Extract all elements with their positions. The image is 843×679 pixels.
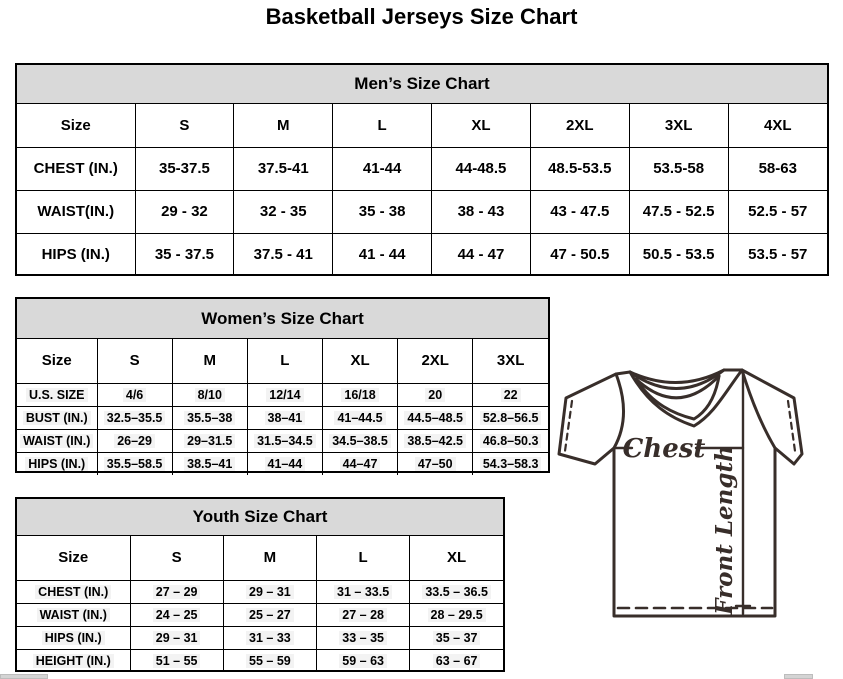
data-cell — [432, 233, 531, 276]
data-cell-value: 44–47 — [340, 457, 381, 471]
data-cell — [333, 233, 432, 276]
data-cell — [234, 190, 333, 233]
size-header-cell: L — [247, 339, 322, 383]
data-cell — [130, 603, 223, 626]
data-cell — [410, 626, 503, 649]
data-cell — [223, 603, 316, 626]
data-cell — [473, 452, 548, 475]
row-label-text: CHEST (IN.) — [33, 160, 118, 177]
data-cell — [247, 383, 322, 406]
data-cell-value: 53.5-58 — [653, 160, 705, 177]
data-cell — [97, 406, 172, 429]
data-cell — [398, 452, 473, 475]
front-length-label: Front Length — [711, 445, 738, 615]
data-cell — [322, 429, 397, 452]
data-cell — [97, 452, 172, 475]
data-cell-value: 38.5–41 — [184, 457, 235, 471]
data-cell-value: 44 - 47 — [457, 246, 505, 264]
data-cell — [629, 147, 728, 190]
data-cell — [135, 190, 234, 233]
data-cell-value: 35.5–38 — [184, 411, 235, 425]
data-cell — [172, 429, 247, 452]
mens_chart-row-hips-in — [17, 233, 827, 276]
mens-size-chart — [15, 63, 829, 276]
data-cell-value: 47.5 - 52.5 — [642, 203, 715, 220]
data-cell-value: 16/18 — [341, 388, 378, 402]
data-cell-value: 28 – 29.5 — [428, 608, 486, 622]
data-cell-value: 12/14 — [266, 388, 303, 402]
data-cell-value: 43 - 47.5 — [550, 203, 610, 220]
size-header-cell: XL — [410, 536, 503, 580]
data-cell-value: 52.5 - 57 — [748, 203, 808, 220]
data-cell — [247, 452, 322, 475]
size-header-cell: 2XL — [530, 104, 629, 147]
data-cell-value: 31 – 33.5 — [334, 585, 392, 599]
page-title: Basketball Jerseys Size Chart — [265, 4, 578, 29]
womens_chart-row-hips-in — [17, 452, 548, 475]
data-cell — [317, 649, 410, 672]
row-label — [17, 383, 97, 406]
data-cell — [629, 233, 728, 276]
row-label-text: U.S. SIZE — [26, 388, 88, 402]
data-cell-value: 32.5–35.5 — [104, 411, 166, 425]
data-cell-value: 37.5-41 — [257, 160, 309, 177]
data-cell-value: 31.5–34.5 — [254, 434, 316, 448]
row-label — [17, 452, 97, 475]
data-cell — [322, 383, 397, 406]
data-cell-value: 27 – 28 — [339, 608, 387, 622]
data-cell-value: 26–29 — [114, 434, 155, 448]
row-label-text: CHEST (IN.) — [35, 585, 111, 599]
data-cell — [97, 383, 172, 406]
data-cell-value: 20 — [425, 388, 445, 402]
row-label-text: HIPS (IN.) — [42, 631, 105, 645]
data-cell — [530, 190, 629, 233]
data-cell-value: 29 – 31 — [246, 585, 294, 599]
data-cell — [629, 190, 728, 233]
data-cell — [135, 147, 234, 190]
data-cell-value: 33.5 – 36.5 — [422, 585, 491, 599]
data-cell-value: 41–44.5 — [334, 411, 385, 425]
womens_chart-row-bust-in — [17, 406, 548, 429]
data-cell — [333, 190, 432, 233]
data-cell-value: 35 - 37.5 — [154, 246, 215, 264]
womens-chart-title: Women’s Size Chart — [17, 299, 548, 339]
data-cell-value: 41–44 — [265, 457, 306, 471]
data-cell-value: 35-37.5 — [158, 160, 210, 177]
data-cell — [223, 626, 316, 649]
row-label-text: HIPS (IN.) — [25, 457, 88, 471]
size-header-cell: M — [234, 104, 333, 147]
youth-chart-title: Youth Size Chart — [17, 499, 503, 536]
data-cell-value: 47 - 50.5 — [550, 246, 610, 264]
mens_chart-row-waist-in — [17, 190, 827, 233]
data-cell-value: 31 – 33 — [246, 631, 294, 645]
row-label-text: WAIST (IN.) — [20, 434, 93, 448]
size-column-header: Size — [17, 339, 97, 383]
data-cell-value: 41-44 — [362, 160, 402, 177]
data-cell — [247, 429, 322, 452]
data-cell-value: 22 — [501, 388, 521, 402]
data-cell-value: 59 – 63 — [339, 654, 387, 668]
data-cell — [234, 233, 333, 276]
data-cell-value: 34.5–38.5 — [329, 434, 391, 448]
data-cell — [317, 626, 410, 649]
data-cell — [410, 603, 503, 626]
data-cell-value: 50.5 - 53.5 — [642, 246, 715, 264]
data-cell-value: 4/6 — [123, 388, 146, 402]
data-cell — [473, 406, 548, 429]
row-label-text: WAIST (IN.) — [37, 608, 110, 622]
size-header-cell: S — [135, 104, 234, 147]
size-header-cell: 4XL — [728, 104, 827, 147]
data-cell — [432, 190, 531, 233]
data-cell — [223, 649, 316, 672]
size-header-cell: S — [97, 339, 172, 383]
jersey-measurement-diagram — [556, 358, 808, 628]
data-cell — [410, 580, 503, 603]
data-cell-value: 29 - 32 — [161, 203, 208, 220]
size-header-cell: XL — [322, 339, 397, 383]
data-cell — [398, 429, 473, 452]
row-label — [17, 233, 135, 276]
size-column-header: Size — [17, 536, 130, 580]
youth_chart-row-height-in — [17, 649, 503, 672]
data-cell — [432, 147, 531, 190]
data-cell — [322, 406, 397, 429]
data-cell-value: 48.5-53.5 — [548, 160, 612, 177]
row-label — [17, 649, 130, 672]
data-cell — [333, 147, 432, 190]
data-cell — [317, 580, 410, 603]
data-cell-value: 38 - 43 — [457, 203, 505, 220]
womens_chart-row-u-s-size — [17, 383, 548, 406]
size-header-cell: XL — [432, 104, 531, 147]
row-label — [17, 603, 130, 626]
mens_chart-row-chest-in — [17, 147, 827, 190]
data-cell-value: 33 – 35 — [339, 631, 387, 645]
row-label — [17, 626, 130, 649]
data-cell — [130, 580, 223, 603]
data-cell-value: 41 - 44 — [358, 246, 406, 264]
data-cell — [728, 190, 827, 233]
row-label-text: HIPS (IN.) — [41, 246, 110, 264]
row-label — [17, 429, 97, 452]
womens_chart-row-waist-in — [17, 429, 548, 452]
mens_chart-size-header-row — [17, 104, 827, 147]
data-cell-value: 32 - 35 — [259, 203, 307, 220]
row-label — [17, 147, 135, 190]
data-cell-value: 8/10 — [195, 388, 225, 402]
data-cell-value: 38.5–42.5 — [404, 434, 466, 448]
size-header-cell: 3XL — [473, 339, 548, 383]
chest-label: Chest — [622, 434, 706, 464]
data-cell-value: 44-48.5 — [455, 160, 507, 177]
size-header-cell: L — [333, 104, 432, 147]
row-label-text: BUST (IN.) — [23, 411, 91, 425]
data-cell — [398, 383, 473, 406]
data-cell-value: 38–41 — [265, 411, 306, 425]
data-cell — [135, 233, 234, 276]
size-header-cell: M — [223, 536, 316, 580]
youth_chart-row-hips-in — [17, 626, 503, 649]
data-cell — [317, 603, 410, 626]
data-cell-value: 35 – 37 — [433, 631, 481, 645]
data-cell — [473, 429, 548, 452]
youth_chart-row-waist-in — [17, 603, 503, 626]
data-cell-value: 29–31.5 — [184, 434, 235, 448]
mens-chart-title: Men’s Size Chart — [17, 65, 827, 104]
row-label — [17, 406, 97, 429]
data-cell-value: 58-63 — [758, 160, 797, 177]
data-cell — [530, 147, 629, 190]
womens-size-chart — [15, 297, 550, 473]
youth-size-chart — [15, 497, 505, 672]
data-cell-value: 35 - 38 — [358, 203, 406, 220]
data-cell — [234, 147, 333, 190]
bottom-left-fragment — [0, 674, 48, 679]
data-cell-value: 35.5–58.5 — [104, 457, 166, 471]
size-column-header: Size — [17, 104, 135, 147]
youth_chart-size-header-row — [17, 536, 503, 580]
data-cell-value: 25 – 27 — [246, 608, 294, 622]
data-cell — [410, 649, 503, 672]
row-label-text: HEIGHT (IN.) — [33, 654, 114, 668]
size-header-cell: L — [317, 536, 410, 580]
data-cell-value: 53.5 - 57 — [748, 246, 808, 264]
data-cell-value: 47–50 — [415, 457, 456, 471]
womens_chart-size-header-row — [17, 339, 548, 383]
mens-size-table — [17, 104, 827, 276]
womens-size-table — [17, 339, 548, 475]
row-label — [17, 580, 130, 603]
youth-size-table — [17, 536, 503, 672]
data-cell — [130, 626, 223, 649]
data-cell-value: 51 – 55 — [153, 654, 201, 668]
data-cell — [223, 580, 316, 603]
data-cell — [473, 383, 548, 406]
data-cell-value: 63 – 67 — [433, 654, 481, 668]
data-cell-value: 29 – 31 — [153, 631, 201, 645]
data-cell-value: 24 – 25 — [153, 608, 201, 622]
data-cell-value: 55 – 59 — [246, 654, 294, 668]
data-cell — [97, 429, 172, 452]
data-cell-value: 46.8–50.3 — [480, 434, 542, 448]
youth_chart-row-chest-in — [17, 580, 503, 603]
size-header-cell: 3XL — [629, 104, 728, 147]
data-cell — [728, 147, 827, 190]
data-cell-value: 37.5 - 41 — [253, 246, 313, 264]
row-label-text: WAIST(IN.) — [37, 203, 115, 220]
jersey-outline-drawing — [556, 358, 808, 628]
data-cell-value: 44.5–48.5 — [404, 411, 466, 425]
data-cell-value: 52.8–56.5 — [480, 411, 542, 425]
data-cell — [172, 383, 247, 406]
data-cell-value: 54.3–58.3 — [480, 457, 542, 471]
data-cell — [322, 452, 397, 475]
data-cell-value: 27 – 29 — [153, 585, 201, 599]
data-cell — [172, 452, 247, 475]
size-header-cell: 2XL — [398, 339, 473, 383]
data-cell — [530, 233, 629, 276]
size-header-cell: S — [130, 536, 223, 580]
data-cell — [247, 406, 322, 429]
row-label — [17, 190, 135, 233]
data-cell — [172, 406, 247, 429]
data-cell — [398, 406, 473, 429]
bottom-right-fragment — [784, 674, 813, 679]
data-cell — [130, 649, 223, 672]
size-header-cell: M — [172, 339, 247, 383]
data-cell — [728, 233, 827, 276]
